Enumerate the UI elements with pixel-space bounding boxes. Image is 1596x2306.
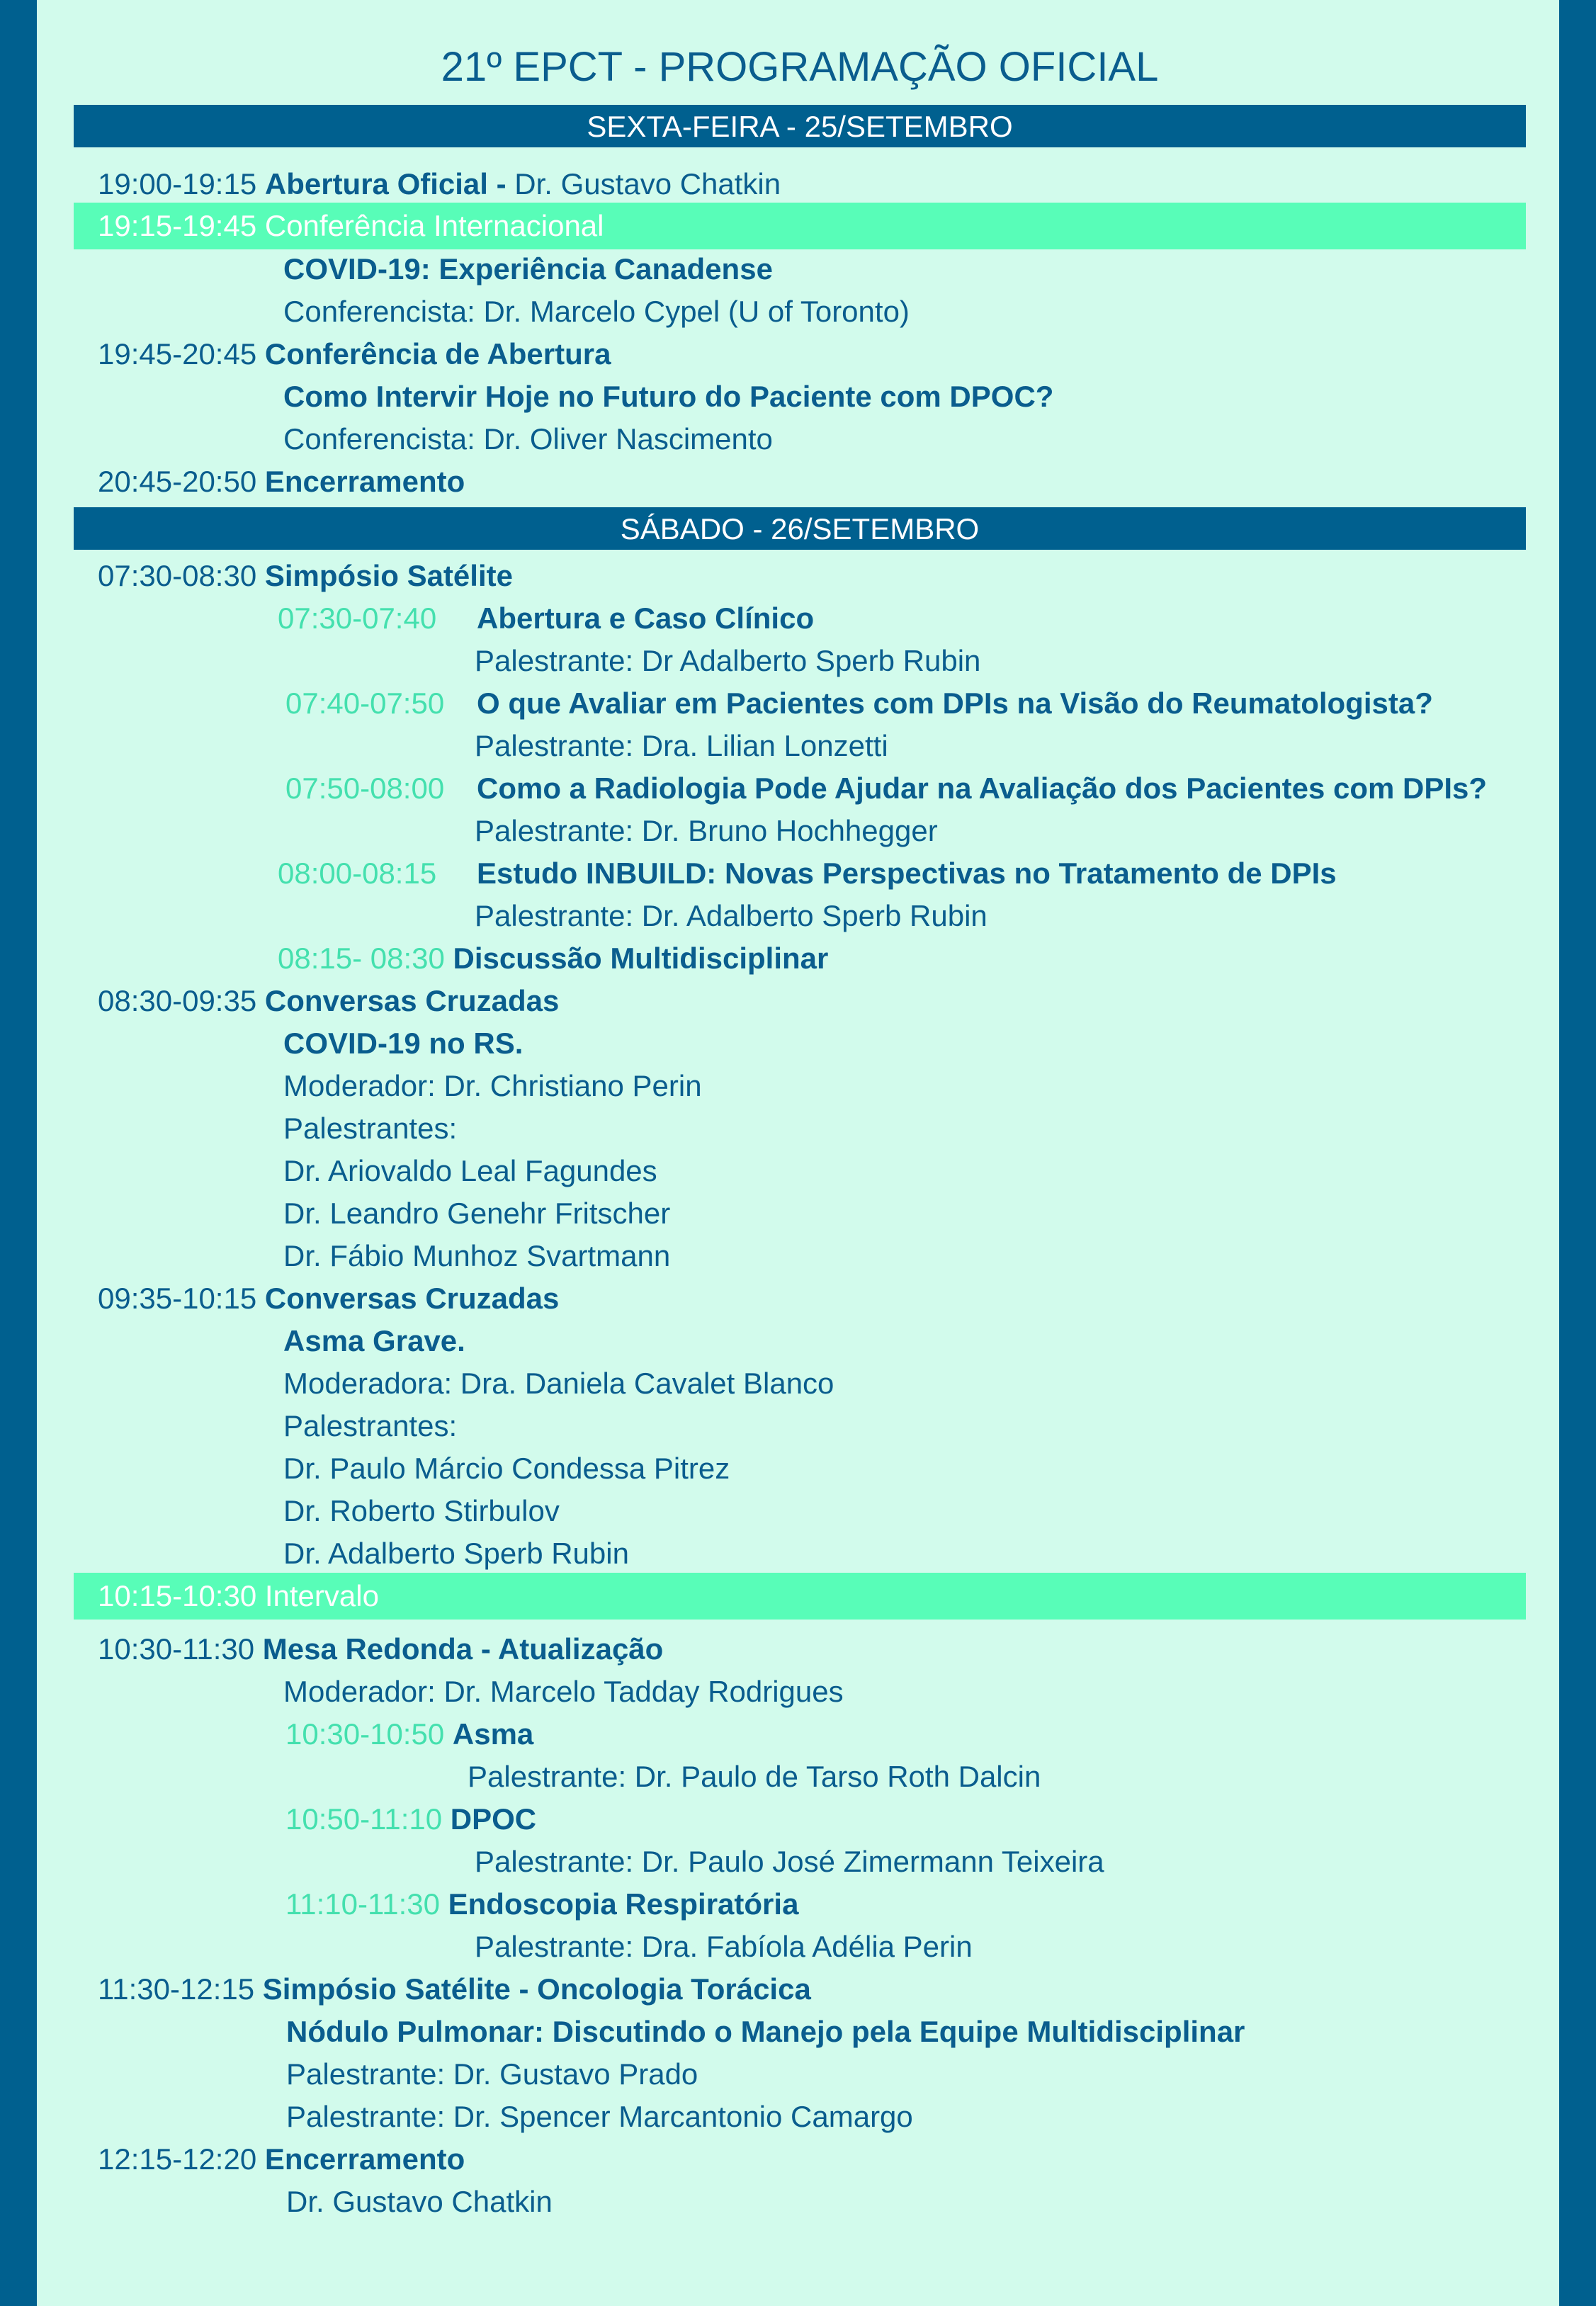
band-text: 10:15-10:30 Intervalo	[98, 1579, 379, 1612]
moderator: Moderadora: Dra. Daniela Cavalet Blanco	[283, 1367, 834, 1400]
friday-opening-row	[98, 163, 781, 205]
subtime: 07:30-07:40	[278, 601, 437, 635]
roundtable-item	[285, 1713, 533, 1756]
time: 12:15-12:20	[98, 2142, 257, 2176]
time: 09:35-10:15	[98, 1282, 257, 1315]
symposium-item	[278, 852, 436, 895]
band-international-conference	[74, 203, 1526, 249]
session-label: Conversas Cruzadas	[264, 984, 560, 1017]
page-title: 21º EPCT - PROGRAMAÇÃO OFICIAL	[441, 44, 1159, 90]
symposium-item-title: Estudo INBUILD: Novas Perspectivas no Tratamento de DPIs	[477, 857, 1337, 890]
day-header-friday: SEXTA-FEIRA - 25/SETEMBRO	[74, 105, 1526, 147]
roundtable-row	[98, 1628, 663, 1671]
band-text: 19:15-19:45 Conferência Internacional	[98, 209, 604, 242]
session-label: Conversas Cruzadas	[264, 1282, 560, 1315]
opening-conference-row	[98, 333, 611, 375]
item-title: Asma	[452, 1717, 534, 1751]
session-label: Mesa Redonda - Atualização	[262, 1632, 664, 1666]
item-speaker: Palestrante: Dr. Paulo de Tarso Roth Dalcin	[468, 1760, 1041, 1793]
speaker: Dr. Fábio Munhoz Svartmann	[283, 1239, 671, 1272]
time: 07:30-08:30	[98, 559, 257, 592]
item-title: Endoscopia Respiratória	[448, 1887, 799, 1921]
symposium-item-speaker: Palestrante: Dr. Adalberto Sperb Rubin	[475, 899, 987, 932]
band-interval	[74, 1573, 1526, 1620]
right-frame-bar	[1559, 0, 1596, 2306]
item-speaker: Palestrante: Dra. Fabíola Adélia Perin	[475, 1930, 973, 1963]
time: 10:30-11:30	[98, 1632, 255, 1666]
session-label: Simpósio Satélite - Oncologia Torácica	[262, 1972, 811, 2006]
item-speaker: Palestrante: Dr. Paulo José Zimermann Teixeira	[475, 1845, 1104, 1878]
opening-conference-title: Como Intervir Hoje no Futuro do Paciente com DPOC?	[283, 380, 1054, 413]
intl-conference-title: COVID-19: Experiência Canadense	[283, 252, 773, 286]
speaker: Dr. Gustavo Chatkin	[286, 2185, 553, 2218]
subtime: 07:50-08:00	[285, 772, 445, 805]
symposium-item	[285, 767, 444, 810]
intl-conference-speaker: Conferencista: Dr. Marcelo Cypel (U of Toronto)	[283, 295, 910, 328]
roundtable-item	[285, 1883, 798, 1926]
symposium-discussion	[278, 937, 828, 980]
subtime: 11:10-11:30	[285, 1887, 440, 1921]
symposium-item-title: O que Avaliar em Pacientes com DPIs na Visão do Reumatologista?	[477, 686, 1433, 720]
session-label: Encerramento	[264, 465, 465, 498]
cross-talk-row	[98, 1277, 559, 1320]
day-header-saturday: SÁBADO - 26/SETEMBRO	[74, 507, 1526, 550]
speaker: Dr. Roberto Stirbulov	[283, 1494, 560, 1527]
time: 08:30-09:35	[98, 984, 257, 1017]
symposium-row	[98, 555, 513, 597]
saturday-closing-row	[98, 2138, 465, 2181]
subtime: 08:00-08:15	[278, 857, 437, 890]
symposium-item-speaker: Palestrante: Dra. Lilian Lonzetti	[475, 729, 888, 762]
cross-talk-title: COVID-19 no RS.	[283, 1027, 523, 1060]
subtime: 10:50-11:10	[285, 1802, 443, 1836]
symposium-item	[278, 597, 436, 640]
time: 19:00-19:15	[98, 167, 257, 200]
speakers-label: Palestrantes:	[283, 1409, 458, 1442]
left-frame-bar	[0, 0, 37, 2306]
item-title: DPOC	[450, 1802, 537, 1836]
speaker: Dr. Gustavo Chatkin	[514, 167, 781, 200]
session-title: Abertura Oficial -	[264, 167, 506, 200]
moderator: Moderador: Dr. Christiano Perin	[283, 1069, 702, 1102]
symposium-item	[285, 682, 444, 725]
subtime: 07:40-07:50	[285, 686, 445, 720]
time: 19:45-20:45	[98, 337, 257, 371]
subtime: 10:30-10:50	[285, 1717, 445, 1751]
symposium-item-title: Abertura e Caso Clínico	[477, 601, 815, 635]
speaker: Palestrante: Dr. Gustavo Prado	[286, 2057, 698, 2091]
opening-conference-speaker: Conferencista: Dr. Oliver Nascimento	[283, 422, 773, 456]
speaker: Palestrante: Dr. Spencer Marcantonio Camargo	[286, 2100, 913, 2133]
oncology-row	[98, 1968, 811, 2011]
speaker: Dr. Paulo Márcio Condessa Pitrez	[283, 1452, 730, 1485]
oncology-title: Nódulo Pulmonar: Discutindo o Manejo pela Equipe Multidisciplinar	[286, 2015, 1245, 2048]
symposium-item-speaker: Palestrante: Dr Adalberto Sperb Rubin	[475, 644, 981, 677]
moderator: Moderador: Dr. Marcelo Tadday Rodrigues	[283, 1675, 844, 1708]
cross-talk-title: Asma Grave.	[283, 1324, 465, 1357]
speaker: Dr. Leandro Genehr Fritscher	[283, 1197, 671, 1230]
symposium-item-speaker: Palestrante: Dr. Bruno Hochhegger	[475, 814, 938, 847]
discussion-title: Discussão Multidisciplinar	[453, 942, 829, 975]
time: 20:45-20:50	[98, 465, 257, 498]
speaker: Dr. Adalberto Sperb Rubin	[283, 1537, 629, 1570]
session-label: Encerramento	[264, 2142, 465, 2176]
cross-talk-row	[98, 980, 559, 1022]
speakers-label: Palestrantes:	[283, 1112, 458, 1145]
symposium-item-title: Como a Radiologia Pode Ajudar na Avaliação dos Pacientes com DPIs?	[477, 772, 1488, 805]
session-label: Simpósio Satélite	[264, 559, 513, 592]
roundtable-item	[285, 1798, 536, 1841]
time: 11:30-12:15	[98, 1972, 255, 2006]
friday-closing-row	[98, 460, 465, 503]
subtime: 08:15- 08:30	[278, 942, 445, 975]
speaker: Dr. Ariovaldo Leal Fagundes	[283, 1154, 657, 1187]
session-label: Conferência de Abertura	[264, 337, 611, 371]
